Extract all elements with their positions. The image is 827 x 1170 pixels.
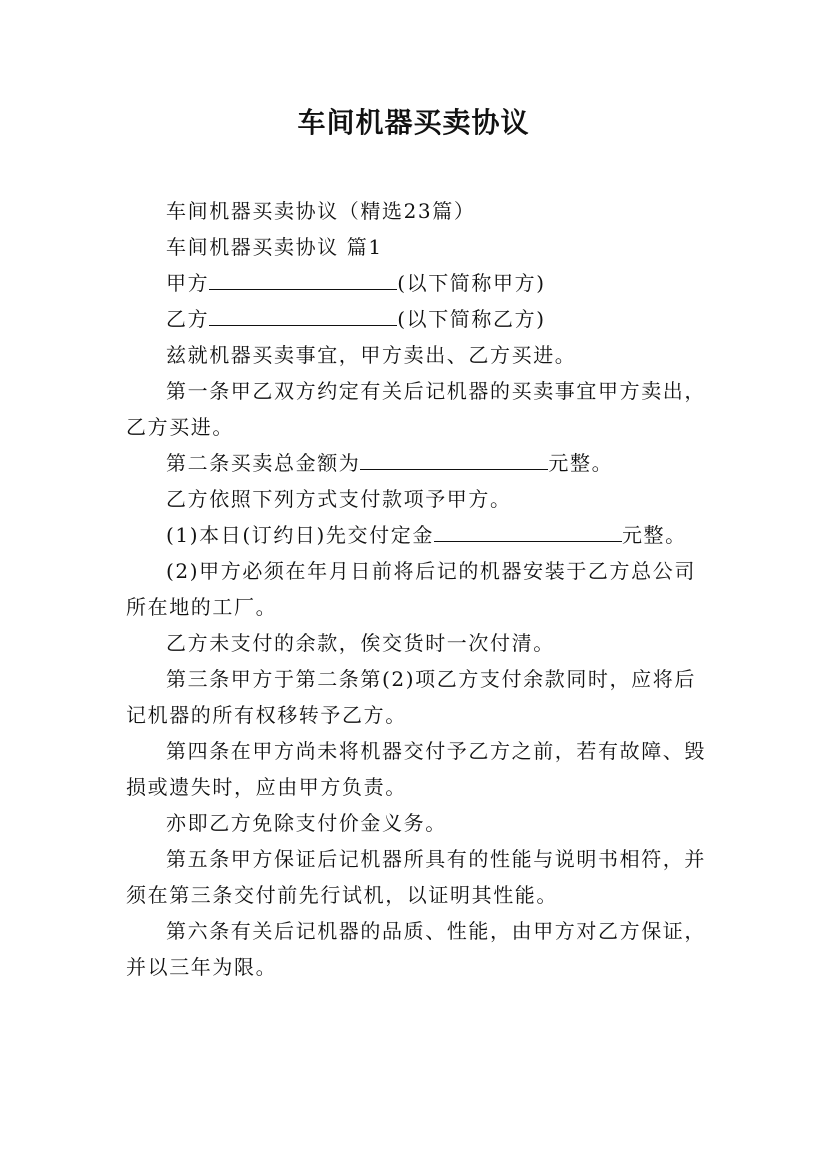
- total-amount-blank: [360, 447, 548, 470]
- payment-1-label: (1)本日(订约日)先交付定金: [166, 523, 434, 547]
- paragraph-payment-2: (2)甲方必须在年月日前将后记的机器安装于乙方总公司所在地的工厂。: [126, 559, 696, 619]
- paragraph-exemption: 亦即乙方免除支付价金义务。: [166, 811, 447, 835]
- party-b-note: (以下简称乙方): [397, 307, 546, 331]
- paragraph-intro: 兹就机器买卖事宜，甲方卖出、乙方买进。: [166, 343, 577, 367]
- paragraph-article-5: 第五条甲方保证后记机器所具有的性能与说明书相符，并须在第三条交付前先行试机，以证明其性能。: [126, 847, 706, 907]
- paragraph-article-2: [126, 445, 716, 481]
- paragraph-balance: 乙方未支付的余款，俟交货时一次付清。: [166, 631, 555, 655]
- paragraph-article-1: 第一条甲乙双方约定有关后记机器的买卖事宜甲方卖出，乙方买进。: [126, 379, 706, 439]
- paragraph-article-4: 第四条在甲方尚未将机器交付予乙方之前，若有故障、毁损或遗失时，应由甲方负责。: [126, 739, 706, 799]
- paragraph-subtitle: 车间机器买卖协议（精选23篇）: [166, 199, 476, 223]
- party-a-blank: [209, 267, 397, 290]
- party-b-blank: [209, 303, 397, 326]
- party-a-label: 甲方: [166, 271, 210, 295]
- document-title: 车间机器买卖协议: [297, 106, 530, 139]
- party-a-note: (以下简称甲方): [397, 271, 546, 295]
- party-b-label: 乙方: [166, 307, 210, 331]
- article-2-suffix: 元整。: [548, 451, 614, 475]
- paragraph-payment-intro: 乙方依照下列方式支付款项予甲方。: [166, 487, 512, 511]
- paragraph-article-3: 第三条甲方于第二条第(2)项乙方支付余款同时，应将后记机器的所有权移转予乙方。: [126, 667, 696, 727]
- document-body: [126, 193, 716, 985]
- article-2-label: 第二条买卖总金额为: [166, 451, 361, 475]
- party-a-line: [126, 265, 716, 301]
- payment-1-suffix: 元整。: [621, 523, 687, 547]
- deposit-blank: [434, 519, 622, 542]
- paragraph-article-6: 第六条有关后记机器的品质、性能，由甲方对乙方保证，并以三年为限。: [126, 919, 706, 979]
- party-b-line: [126, 301, 716, 337]
- paragraph-section-heading: 车间机器买卖协议 篇1: [166, 235, 383, 259]
- paragraph-payment-1: [126, 517, 716, 553]
